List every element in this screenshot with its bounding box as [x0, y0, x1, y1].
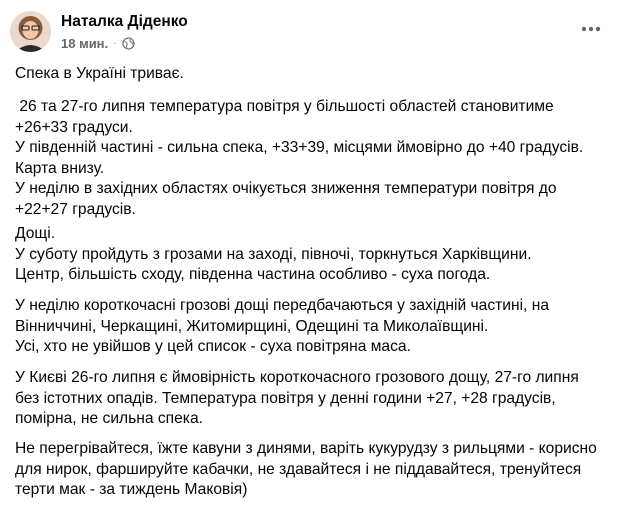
paragraph-2: 26 та 27-го липня температура повітря у більшості областей становитиме +26+33 градуси. У південній частині - сильна спека, +33+39, місцями ймовірно до +40 градусів. Карта внизу. У неділю в західних областях очікується зниження температури повітря до +22+27 градусів.	[15, 98, 584, 218]
post-header	[10, 11, 610, 57]
globe-icon	[122, 37, 135, 50]
more-horizontal-icon	[581, 26, 601, 32]
author-name[interactable]: Наталка Діденко	[61, 13, 188, 30]
paragraph-4: У неділю короткочасні грозові дощі передбачаються у західній частині, на Вінниччині, Черкащині, Житомирщині, Одещині та Миколаївщині. Усі, хто не увійшов у цей список - суха повітряна маса.	[15, 297, 550, 355]
post-time[interactable]: 18 мин.	[61, 36, 109, 51]
paragraph-5: У Києві 26-го липня є ймовірність короткочасного грозового дощу, 27-го липня без істотних опадів. Температура повітря у денні години +27, +28 градусів, помірна, не сильна спека.	[15, 369, 579, 427]
post-meta	[61, 36, 135, 51]
meta-separator: ·	[113, 38, 117, 49]
paragraph-3: Дощі. У суботу пройдуть з грозами на заході, півночі, торкнуться Харківщини. Центр, більшість сходу, південна частина особливо - суха погода.	[15, 225, 532, 283]
avatar-image	[10, 11, 51, 52]
avatar[interactable]	[10, 11, 51, 52]
more-options-button[interactable]	[576, 17, 606, 41]
paragraph-1: Спека в Україні триває.	[15, 65, 184, 82]
paragraph-6: Не перегрівайтеся, їжте кавуни з динями, варіть кукурудзу з рильцями - корисно для нирок, фаршируйте кабачки, не здавайтеся і не піддавайтеся, тренуйтеся терти мак - за тиждень Маковія)	[15, 440, 597, 498]
